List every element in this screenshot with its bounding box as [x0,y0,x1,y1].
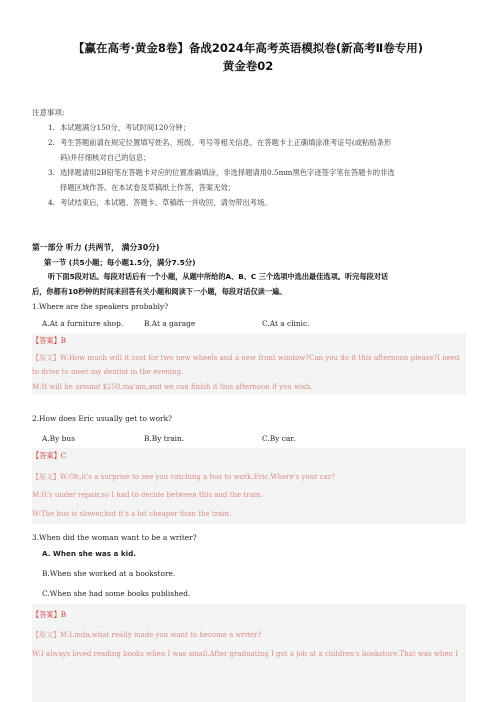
note-text: 择题区域作答。在本试卷及草稿纸上作答，答案无效； [60,183,236,192]
note-item [48,120,395,135]
answer-label: 【答案】B [32,610,67,619]
option-c: C.By car. [262,434,296,443]
section-heading: 第一节 (共5小题；每小题1.5分，满分7.5分) [44,258,196,267]
notes-heading: 注意事项: [32,108,65,117]
note-text: 考生答题前请在规定位置填写姓名、班级、考号等相关信息，在答题卡上正确填涂准考证号(或粘贴条形 [60,138,392,147]
question-stem: 2.How does Eric usually get to work? [32,414,173,423]
part-heading: 第一部分 听力 (共两节， 满分30分) [32,243,160,252]
document-title: 【赢在高考·黄金8卷】备战2024年高考英语模拟卷(新高考Ⅱ卷专用) [73,41,423,55]
note-text: 考试结束后，本试题、答题卡、草稿纸一并收回，请勿带出考场。 [60,198,272,207]
note-item [48,150,395,165]
answer-label: 【答案】B [32,336,67,345]
note-item [48,180,395,195]
transcript-line: 【原文】M:Linda,what really made you want to become a writer? [32,631,262,639]
transcript-line: W:The bus is slower,but it's a lot cheaper than the train. [32,510,232,518]
option-b: B.When she worked at a bookstore. [42,569,176,578]
document-subtitle: 黄金卷02 [222,59,274,73]
note-number: 1. [48,123,55,132]
answer-block [32,604,466,702]
transcript-line: M:It will be around $250,ma'am,and we can finish it this afternoon if you wish. [32,383,313,391]
instruction-line: 后，你都有10秒钟的时间来回答有关小题和阅读下一小题，每段对话仅读一遍。 [32,287,287,296]
note-item [48,195,395,210]
answer-label: 【答案】C [32,451,67,460]
answer-block [32,333,466,395]
note-text: 本试题满分150分，考试时间120分钟； [60,123,191,132]
note-item [48,135,395,150]
answer-block [32,448,466,524]
note-text: 选择题请用2B铅笔在答题卡对应的位置准确填涂，非选择题请用0.5mm黑色字迹签字笔在答题卡的非选 [60,168,395,177]
notes-list [48,120,395,210]
note-number: 3. [48,168,55,177]
option-c: C.When she had some books published. [42,589,191,598]
option-b: B.By train. [144,434,185,443]
option-a: A.At a furniture shop. [42,319,124,328]
option-c: C.At a clinic. [262,319,310,328]
transcript-line: 【原文】W:How much will it cost for two new wheels and a new front window?Can you do it this afternoon please?I need [32,354,460,362]
option-a: A.By bus [42,434,75,443]
transcript-line: M:It's under repair,so I had to decide between this and the train. [32,491,263,499]
option-a: A. When she was a kid. [42,549,136,558]
note-number: 2. [48,138,55,147]
question-stem: 1.Where are the speakers probably? [32,302,169,311]
transcript-line: to drive to meet my dentist in the evening. [32,368,184,376]
instruction-line: 听下面5段对话。每段对话后有一个小题，从题中所给的A、B、C 三个选项中选出最佳选项。听完每段对话 [48,272,389,281]
question-stem: 3.When did the woman want to be a writer? [32,533,197,542]
note-text: 码)并仔细核对自己的信息； [60,153,151,162]
transcript-line: 【原文】W:Oh,it's a surprise to see you catching a bus to work,Eric.Where's your car? [32,473,335,481]
note-item [48,165,395,180]
note-number: 4. [48,198,55,207]
option-b: B.At a garage [144,319,196,328]
transcript-line: W:I always loved reading books when I was small.After graduating I got a job at a children's bookstore.That was when I [32,650,458,658]
